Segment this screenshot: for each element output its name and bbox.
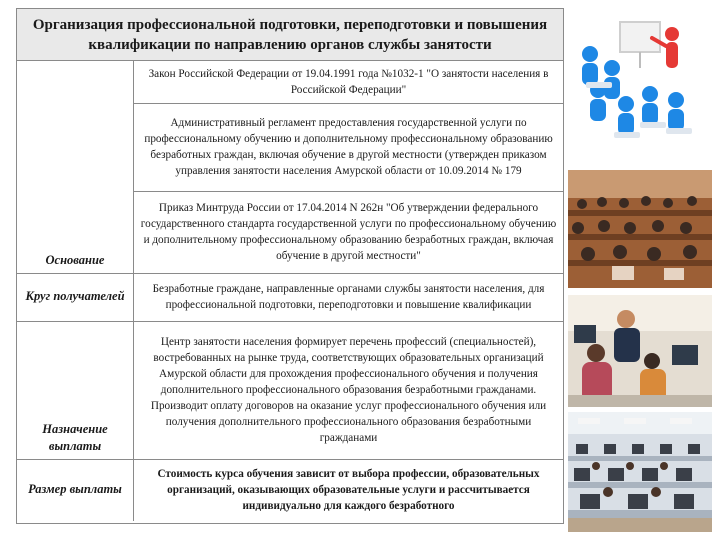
row-label-recipients: Круг получателей xyxy=(17,273,134,321)
row-label-amount: Размер выплаты xyxy=(17,459,134,521)
computer-room-photo xyxy=(568,412,712,532)
row-label-purpose: Назначение выплаты xyxy=(17,321,134,459)
page-title: Организация профессиональной подготовки, переподготовки и повышения квалификации по направлению органов службы занятости xyxy=(17,9,563,61)
purpose-text: Центр занятости населения формирует перечень профессий (специальностей), востребованных на рынке труда, соответствующих образовательных организаций Амурской области для прохождения профессионального обучения и получения дополнительного профессионального образования безработными гражданами. Производит оплату договоров на оказание услуг профессионального обучения или получения дополнительного профессионального образования безработными гражданами xyxy=(134,321,564,459)
basis-regulation: Административный регламент предоставления государственной услуги по профессиональному обучению и дополнительному профессиональному образованию безработных граждан, включая обучение в другой местности (утвержден приказом управления занятости населения Амурской области от 10.09.2014 № 179 xyxy=(134,103,564,191)
table-row xyxy=(17,273,563,321)
table-row xyxy=(17,459,563,521)
document-slide xyxy=(16,8,564,524)
basis-law: Закон Российской Федерации от 19.04.1991 года №1032-1 "О занятости населения в Российской Федерации" xyxy=(134,61,564,103)
recipients-text: Безработные граждане, направленные органами службы занятости населения, для профессиональной подготовки, переподготовки и повышение квалификации xyxy=(134,273,564,321)
row-label-basis: Основание xyxy=(17,61,134,273)
amount-text: Стоимость курса обучения зависит от выбора профессии, образовательных организаций, оказывающих образовательные услуги и рассчитывается индивидуально для каждого безработного xyxy=(134,459,564,521)
basis-order: Приказ Минтруда России от 17.04.2014 N 262н "Об утверждении федерального государственного стандарта государственной услуги по профессиональному обучению и дополнительному профессиональному образованию безработных граждан, включая обучение в другой местности" xyxy=(134,191,564,273)
table-row xyxy=(17,61,563,103)
lecture-hall-photo xyxy=(568,170,712,288)
info-table xyxy=(17,61,563,521)
presentation-illustration xyxy=(568,8,712,156)
table-row xyxy=(17,321,563,459)
computer-class-photo xyxy=(568,295,712,407)
